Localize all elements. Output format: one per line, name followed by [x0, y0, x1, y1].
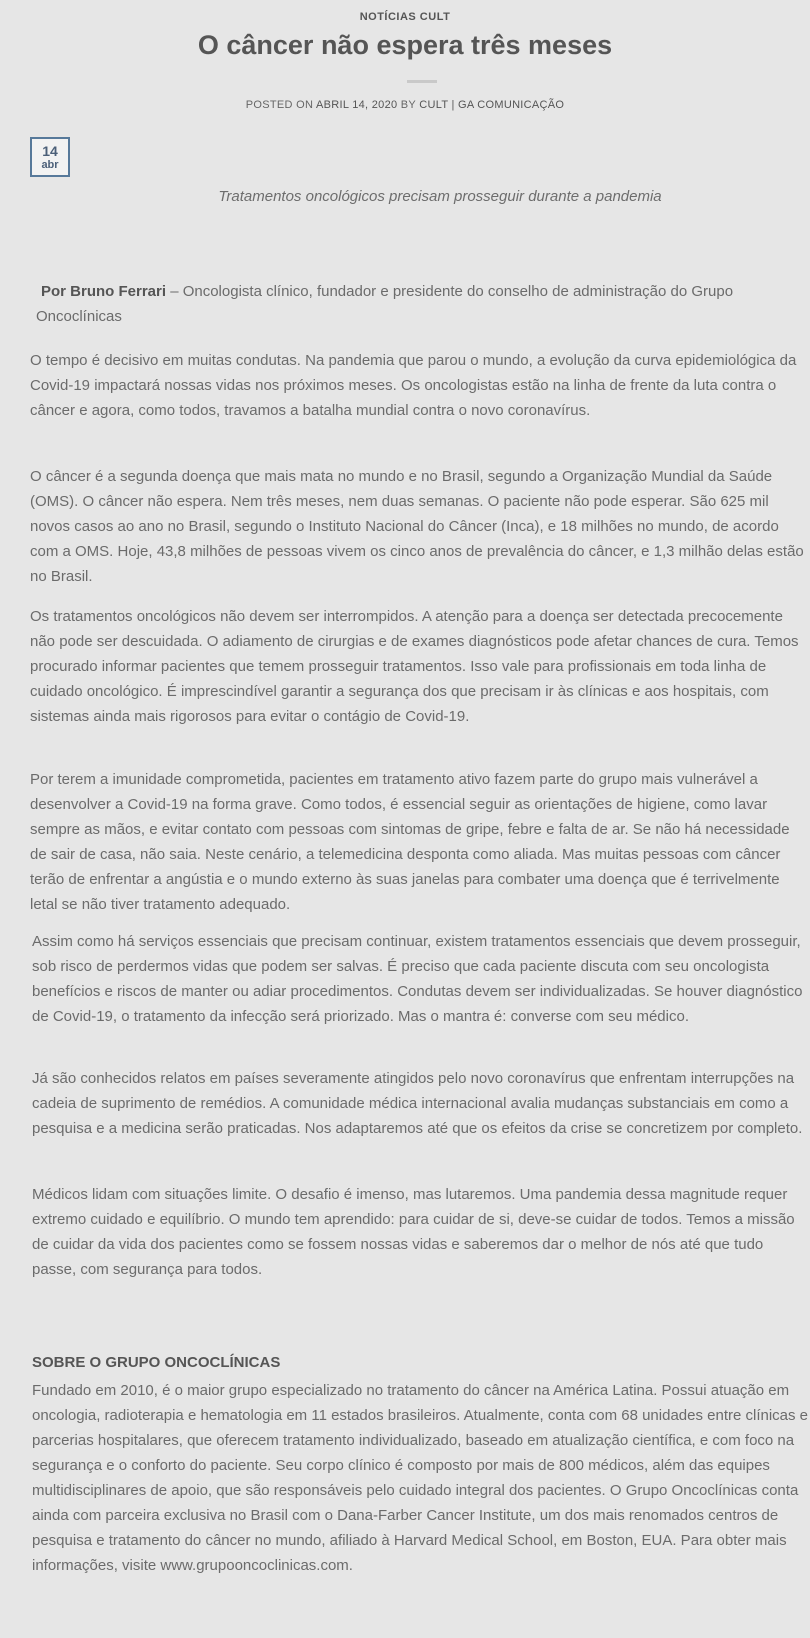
article-paragraph: Os tratamentos oncológicos não devem ser interrompidos. A atenção para a doença ser detectada precocemente não pode ser descuidada. O adiamento de cirurgias e de exames diagnósticos pode afetar chances de cura. Temos procurado informar pacientes que temem prosseguir tratamentos. Isso vale para profissionais em toda linha de cuidado oncológico. É imprescindível garantir a segurança dos que precisam ir às clínicas e aos hospitais, com sistemas ainda mais rigorosos para evitar o contágio de Covid-19. [30, 608, 799, 725]
article-paragraph: Médicos lidam com situações limite. O desafio é imenso, mas lutaremos. Uma pandemia dessa magnitude requer extremo cuidado e equilíbrio. O mundo tem aprendido: para cuidar de si, deve-se cuidar de todos. Temos a missão de cuidar da vida dos pacientes como se fossem nossas vidas e saberemos dar o melhor de nós até que tudo passe, com segurança para todos. [32, 1186, 795, 1278]
by-label: BY [400, 99, 416, 111]
about-heading: SOBRE O GRUPO ONCOCLÍNICAS [32, 1354, 281, 1371]
article-paragraph: O tempo é decisivo em muitas condutas. Na pandemia que parou o mundo, a evolução da curva epidemiológica da Covid-19 impactará nossas vidas nos próximos meses. Os oncologistas estão na linha de frente da luta contra o câncer e agora, como todos, travamos a batalha mundial contra o novo coronavírus. [30, 352, 797, 419]
article-paragraph: Já são conhecidos relatos em países severamente atingidos pelo novo coronavírus que enfrentam interrupções na cadeia de suprimento de remédios. A comunidade médica internacional avalia mudanças substanciais em como a pesquisa e a medicina serão praticadas. Nos adaptaremos até que os efeitos da crise se concretizem por completo. [32, 1070, 803, 1137]
article-paragraph: Por terem a imunidade comprometida, pacientes em tratamento ativo fazem parte do grupo mais vulnerável a desenvolver a Covid-19 na forma grave. Como todos, é essencial seguir as orientações de higiene, como lavar sempre as mãos, e evitar contato com pessoas com sintomas de gripe, febre e falta de ar. Se não há necessidade de sair de casa, não saia. Neste cenário, a telemedicina desponta como aliada. Mas muitas pessoas com câncer terão de enfrentar a angústia e o mundo externo às suas janelas para combater uma doença que é terrivelmente letal se não tiver tratamento adequado. [30, 771, 790, 913]
page-title: O câncer não espera três meses [197, 30, 613, 60]
date-badge-month: abr [41, 159, 59, 171]
date-badge-day: 14 [42, 143, 58, 159]
author-description: – Oncologista clínico, fundador e presidente do conselho de administração do Grupo Oncoclínicas [36, 283, 734, 325]
article-paragraph: Assim como há serviços essenciais que precisam continuar, existem tratamentos essenciais que devem prosseguir, sob risco de perdermos vidas que podem ser salvas. É preciso que cada paciente discuta com seu oncologista benefícios e riscos de manter ou adiar procedimentos. Condutas devem ser individualizadas. Se houver diagnóstico de Covid-19, o tratamento da infecção será priorizado. Mas o mantra é: converse com seu médico. [32, 933, 803, 1025]
posted-on-label: POSTED ON [245, 99, 314, 111]
article-subtitle: Tratamentos oncológicos precisam prosseguir durante a pandemia [218, 188, 662, 205]
category-link[interactable]: NOTÍCIAS CULT [359, 11, 451, 23]
date-badge [30, 137, 70, 177]
article-paragraph: O câncer é a segunda doença que mais mata no mundo e no Brasil, segundo a Organização Mundial da Saúde (OMS). O câncer não espera. Nem três meses, nem duas semanas. O paciente não pode esperar. São 625 mil novos casos ao ano no Brasil, segundo o Instituto Nacional do Câncer (Inca), e 18 milhões no mundo, de acordo com a OMS. Hoje, 43,8 milhões de pessoas vivem os cinco anos de prevalência do câncer, e 1,3 milhão delas estão no Brasil. [30, 468, 804, 585]
post-date-link[interactable]: ABRIL 14, 2020 [315, 99, 398, 111]
author-link[interactable]: CULT | GA COMUNICAÇÃO [419, 99, 565, 111]
author-byline [36, 279, 806, 329]
title-divider [407, 80, 437, 83]
post-meta [0, 99, 810, 111]
about-text: Fundado em 2010, é o maior grupo especializado no tratamento do câncer na América Latina. Possui atuação em oncologia, radioterapia e hematologia em 11 estados brasileiros. Atualmente, conta com 68 unidades entre clínicas e parcerias hospitalares, que oferecem tratamento individualizado, baseado em atualização científica, e com foco na segurança e o conforto do paciente. Seu corpo clínico é composto por mais de 800 médicos, além das equipes multidisciplinares de apoio, que são responsáveis pelo cuidado integral dos pacientes. O Grupo Oncoclínicas conta ainda com parceira exclusiva no Brasil com o Dana-Farber Cancer Institute, um dos mais renomados centros de pesquisa e tratamento do câncer no mundo, afiliado à Harvard Medical School, em Boston, EUA. Para obter mais informações, visite www.grupooncoclinicas.com. [32, 1382, 809, 1574]
author-name: Por Bruno Ferrari [41, 283, 167, 300]
